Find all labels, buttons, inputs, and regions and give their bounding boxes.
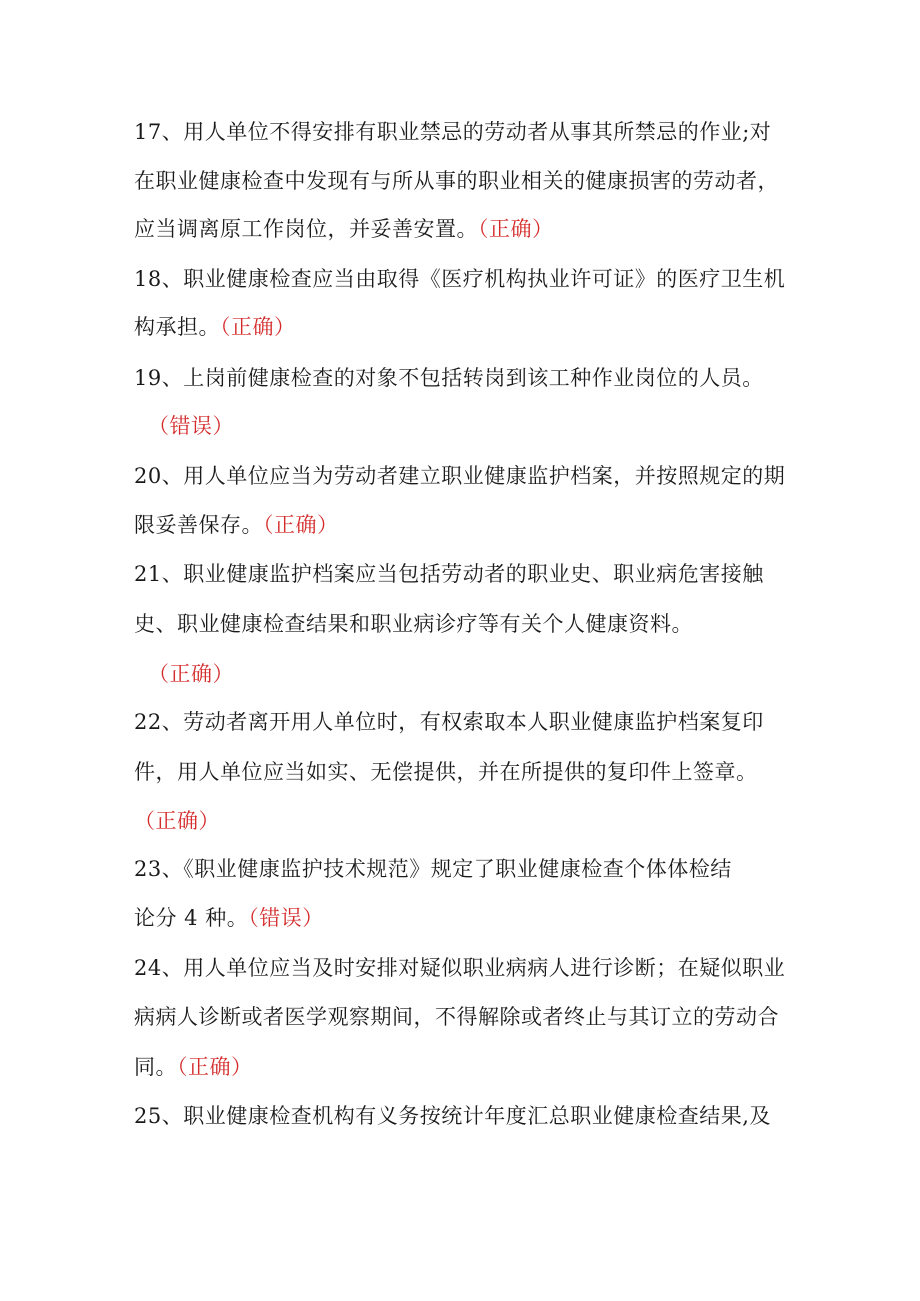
text-line [134,510,339,540]
text-line [134,609,693,639]
line-text: 25、职业健康检查机构有义务按统计年度汇总职业健康检查结果,及 [134,1104,771,1128]
line-text: 23、《职业健康监护技术规范》规定了职业健康检查个体体检结 [134,857,732,881]
line-text: 件，用人单位应当如实、无偿提供，并在所提供的复印件上签章。 [134,760,758,784]
text-line [134,166,779,196]
line-text: 论分 4 种。 [134,906,249,930]
line-text: 22、劳动者离开用人单位时，有权索取本人职业健康监护档案复印 [134,710,764,734]
answer-label: （正确） [148,662,234,686]
text-line [134,806,220,836]
line-text: 18、职业健康检查应当由取得《医疗机构执业许可证》的医疗卫生机 [134,267,786,291]
line-text: 病病人诊断或者医学观察期间，不得解除或者终止与其订立的劳动合 [134,1005,779,1029]
text-line [134,117,771,147]
text-line [134,559,764,589]
answer-label: （错误） [248,906,324,930]
text-line [148,659,234,689]
line-text: 构承担。 [134,315,220,339]
answer-label: （正确） [263,513,339,537]
line-text: 应当调离原工作岗位，并妥善安置。 [134,217,478,241]
line-text: 24、用人单位应当及时安排对疑似职业病病人进行诊断；在疑似职业 [134,956,786,980]
text-line [134,363,764,393]
text-line [134,461,785,491]
text-line [134,707,764,737]
answer-label: （错误） [148,414,234,438]
text-line [134,854,732,884]
text-line [134,1101,771,1131]
text-line [134,903,324,933]
answer-label: （正确） [220,315,296,339]
text-line [134,757,758,787]
answer-label: （正确） [134,809,220,833]
line-text: 21、职业健康监护档案应当包括劳动者的职业史、职业病危害接触 [134,562,764,586]
text-line [134,953,785,983]
answer-label: （正确） [177,1055,253,1079]
text-line [134,1002,779,1032]
line-text: 同。 [134,1055,177,1079]
line-text: 史、职业健康检查结果和职业病诊疗等有关个人健康资料。 [134,612,693,636]
line-text: 19、上岗前健康检查的对象不包括转岗到该工种作业岗位的人员。 [134,366,764,390]
line-text: 20、用人单位应当为劳动者建立职业健康监护档案，并按照规定的期 [134,464,786,488]
text-line [148,411,234,441]
line-text: 在职业健康检查中发现有与所从事的职业相关的健康损害的劳动者， [134,169,779,193]
text-line [134,264,785,294]
answer-label: （正确） [478,217,554,241]
text-line [134,312,296,342]
line-text: 限妥善保存。 [134,513,263,537]
line-text: 17、用人单位不得安排有职业禁忌的劳动者从事其所禁忌的作业;对 [134,120,772,144]
text-line [134,1052,253,1082]
text-line [134,214,554,244]
